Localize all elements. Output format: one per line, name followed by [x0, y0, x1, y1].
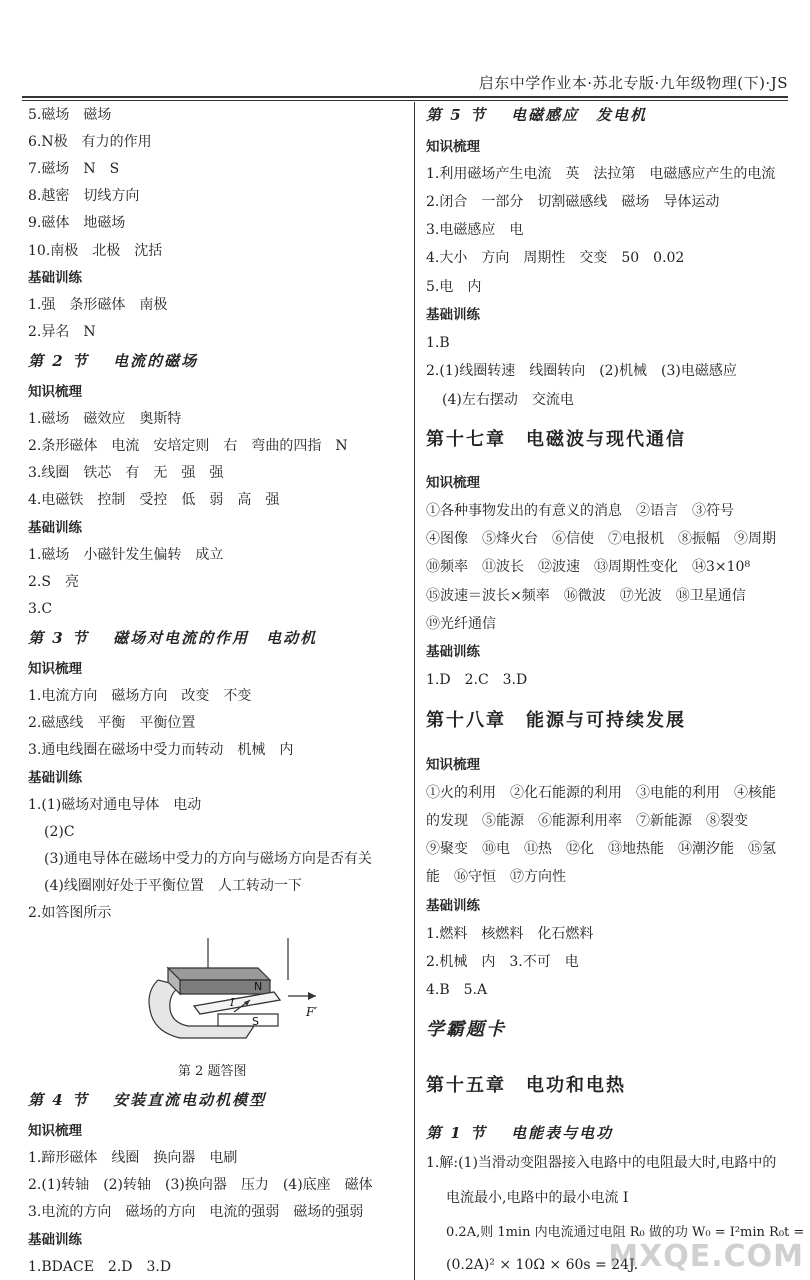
answer-line: 1.电流方向 磁场方向 改变 不变 — [28, 688, 252, 704]
answer-line: 1.磁场 磁效应 奥斯特 — [28, 411, 182, 427]
answer-line: ⑨聚变 ⑩电 ⑪热 ⑫化 ⑬地热能 ⑭潮汐能 ⑮氢 — [426, 841, 776, 857]
label-s: S — [252, 1015, 259, 1028]
answer-line: 2.S 亮 — [28, 574, 79, 590]
answer-line: (4)线圈刚好处于平衡位置 人工转动一下 — [44, 878, 302, 894]
answer-line: (2)C — [44, 824, 75, 840]
subsection-heading: 知识梳理 — [426, 139, 480, 155]
conductor-rod — [194, 992, 280, 1014]
subsection-heading: 基础训练 — [28, 1232, 82, 1248]
subsection-heading: 基础训练 — [426, 898, 480, 914]
subsection-heading: 知识梳理 — [426, 757, 480, 773]
watermark: MXQE.COM — [608, 1239, 804, 1274]
answer-line: 2.异名 N — [28, 324, 96, 340]
answer-line: 3.电流的方向 磁场的方向 电流的强弱 磁场的强弱 — [28, 1204, 364, 1220]
subsection-heading: 基础训练 — [426, 644, 480, 660]
header-rule — [22, 96, 788, 98]
answer-line: 0.2A,则 1min 内电流通过电阻 R₀ 做的功 W₀ = I²min R₀t = — [446, 1225, 805, 1240]
answer-line: 5.电 内 — [426, 279, 482, 295]
answer-line: 1.BDACE 2.D 3.D — [28, 1259, 172, 1275]
answer-line: ①各种事物发出的有意义的消息 ②语言 ③符号 — [426, 503, 734, 519]
chapter-heading: 学霸题卡 — [426, 1019, 506, 1040]
header-rule-thin — [22, 100, 788, 101]
answer-line: 2.(1)转轴 (2)转轴 (3)换向器 压力 (4)底座 磁体 — [28, 1177, 373, 1193]
label-force: F′ — [306, 1005, 318, 1019]
subsection-heading: 知识梳理 — [28, 1123, 82, 1139]
answer-line: 1.蹄形磁体 线圈 换向器 电刷 — [28, 1150, 238, 1166]
answer-line: 3.通电线圈在磁场中受力而转动 机械 内 — [28, 742, 294, 758]
answer-line: 电流最小,电路中的最小电流 I — [446, 1190, 629, 1206]
magnet-top-face — [168, 968, 270, 980]
answer-line: 4.电磁铁 控制 受控 低 弱 高 强 — [28, 492, 280, 508]
figure-caption: 第 2 题答图 — [178, 1064, 247, 1079]
answer-line: 1.解:(1)当滑动变阻器接入电路中的电阻最大时,电路中的 — [426, 1155, 777, 1171]
answer-line: 1.燃料 核燃料 化石燃料 — [426, 926, 594, 942]
answer-line: 2.闭合 一部分 切割磁感线 磁场 导体运动 — [426, 194, 720, 210]
answer-line: 1.利用磁场产生电流 英 法拉第 电磁感应产生的电流 — [426, 166, 776, 182]
section-heading: 第 4 节 安装直流电动机模型 — [28, 1091, 267, 1109]
answer-line: 3.电磁感应 电 — [426, 222, 524, 238]
answer-line: 2.(1)线圈转速 线圈转向 (2)机械 (3)电磁感应 — [426, 363, 737, 379]
answer-line: 2.磁感线 平衡 平衡位置 — [28, 715, 196, 731]
answer-line: 10.南极 北极 沈括 — [28, 243, 163, 259]
answer-line: 1.磁场 小磁针发生偏转 成立 — [28, 547, 224, 563]
subsection-heading: 基础训练 — [28, 770, 82, 786]
subsection-heading: 知识梳理 — [28, 661, 82, 677]
answer-line: ①火的利用 ②化石能源的利用 ③电能的利用 ④核能 — [426, 785, 776, 801]
answer-line: (4)左右摆动 交流电 — [442, 392, 574, 408]
label-current: I — [230, 996, 235, 1009]
answer-line: 9.磁体 地磁场 — [28, 215, 126, 231]
chapter-heading: 第十七章 电磁波与现代通信 — [426, 429, 686, 450]
answer-line: 能 ⑯守恒 ⑰方向性 — [426, 869, 566, 885]
answer-line: 2.如答图所示 — [28, 905, 112, 921]
section-heading: 第 5 节 电磁感应 发电机 — [426, 106, 648, 124]
answer-line: 7.磁场 N S — [28, 161, 120, 177]
answer-line: 1.B — [426, 335, 450, 351]
subsection-heading: 知识梳理 — [28, 384, 82, 400]
answer-line: ⑩频率 ⑪波长 ⑫波速 ⑬周期性变化 ⑭3×10⁸ — [426, 559, 751, 575]
answer-line: 4.B 5.A — [426, 982, 488, 998]
chapter-heading: 第十五章 电功和电热 — [426, 1075, 626, 1096]
section-heading: 第 3 节 磁场对电流的作用 电动机 — [28, 629, 318, 647]
label-n: N — [254, 980, 263, 993]
answer-line: 4.大小 方向 周期性 交变 50 0.02 — [426, 250, 685, 266]
answer-line: 1.强 条形磁体 南极 — [28, 297, 168, 313]
answer-line: 1.D 2.C 3.D — [426, 672, 528, 688]
answer-line: 3.线圈 铁芯 有 无 强 强 — [28, 465, 224, 481]
answer-line: 6.N极 有力的作用 — [28, 134, 152, 150]
answer-line: 2.条形磁体 电流 安培定则 右 弯曲的四指 N — [28, 438, 348, 454]
answer-line: 的发现 ⑤能源 ⑥能源利用率 ⑦新能源 ⑧裂变 — [426, 813, 748, 829]
section-heading: 第 2 节 电流的磁场 — [28, 352, 199, 370]
answer-line: ④图像 ⑤烽火台 ⑥信使 ⑦电报机 ⑧振幅 ⑨周期 — [426, 531, 776, 547]
magnet-south-block — [218, 1014, 278, 1026]
answer-line: 1.(1)磁场对通电导体 电动 — [28, 797, 202, 813]
running-header: 启东中学作业本·苏北专版·九年级物理(下)·JS — [478, 74, 788, 92]
section-heading: 第 1 节 电能表与电功 — [426, 1124, 614, 1142]
answer-line: 3.C — [28, 601, 53, 617]
answer-line: (3)通电导体在磁场中受力的方向与磁场方向是否有关 — [44, 851, 372, 867]
subsection-heading: 基础训练 — [426, 307, 480, 323]
subsection-heading: 知识梳理 — [426, 475, 480, 491]
subsection-heading: 基础训练 — [28, 520, 82, 536]
column-divider — [414, 102, 415, 1280]
answer-line: ⑮波速＝波长×频率 ⑯微波 ⑰光波 ⑱卫星通信 — [426, 588, 746, 604]
answer-line: ⑲光纤通信 — [426, 616, 496, 632]
chapter-heading: 第十八章 能源与可持续发展 — [426, 710, 686, 731]
answer-line: 2.机械 内 3.不可 电 — [426, 954, 579, 970]
force-arrow-head — [308, 992, 316, 1000]
answer-line: 8.越密 切线方向 — [28, 188, 140, 204]
motor-diagram — [138, 930, 338, 1055]
answer-line: (0.2A)² × 10Ω × 60s = 24J. — [446, 1257, 639, 1273]
subsection-heading: 基础训练 — [28, 270, 82, 286]
answer-line: 5.磁场 磁场 — [28, 107, 112, 123]
